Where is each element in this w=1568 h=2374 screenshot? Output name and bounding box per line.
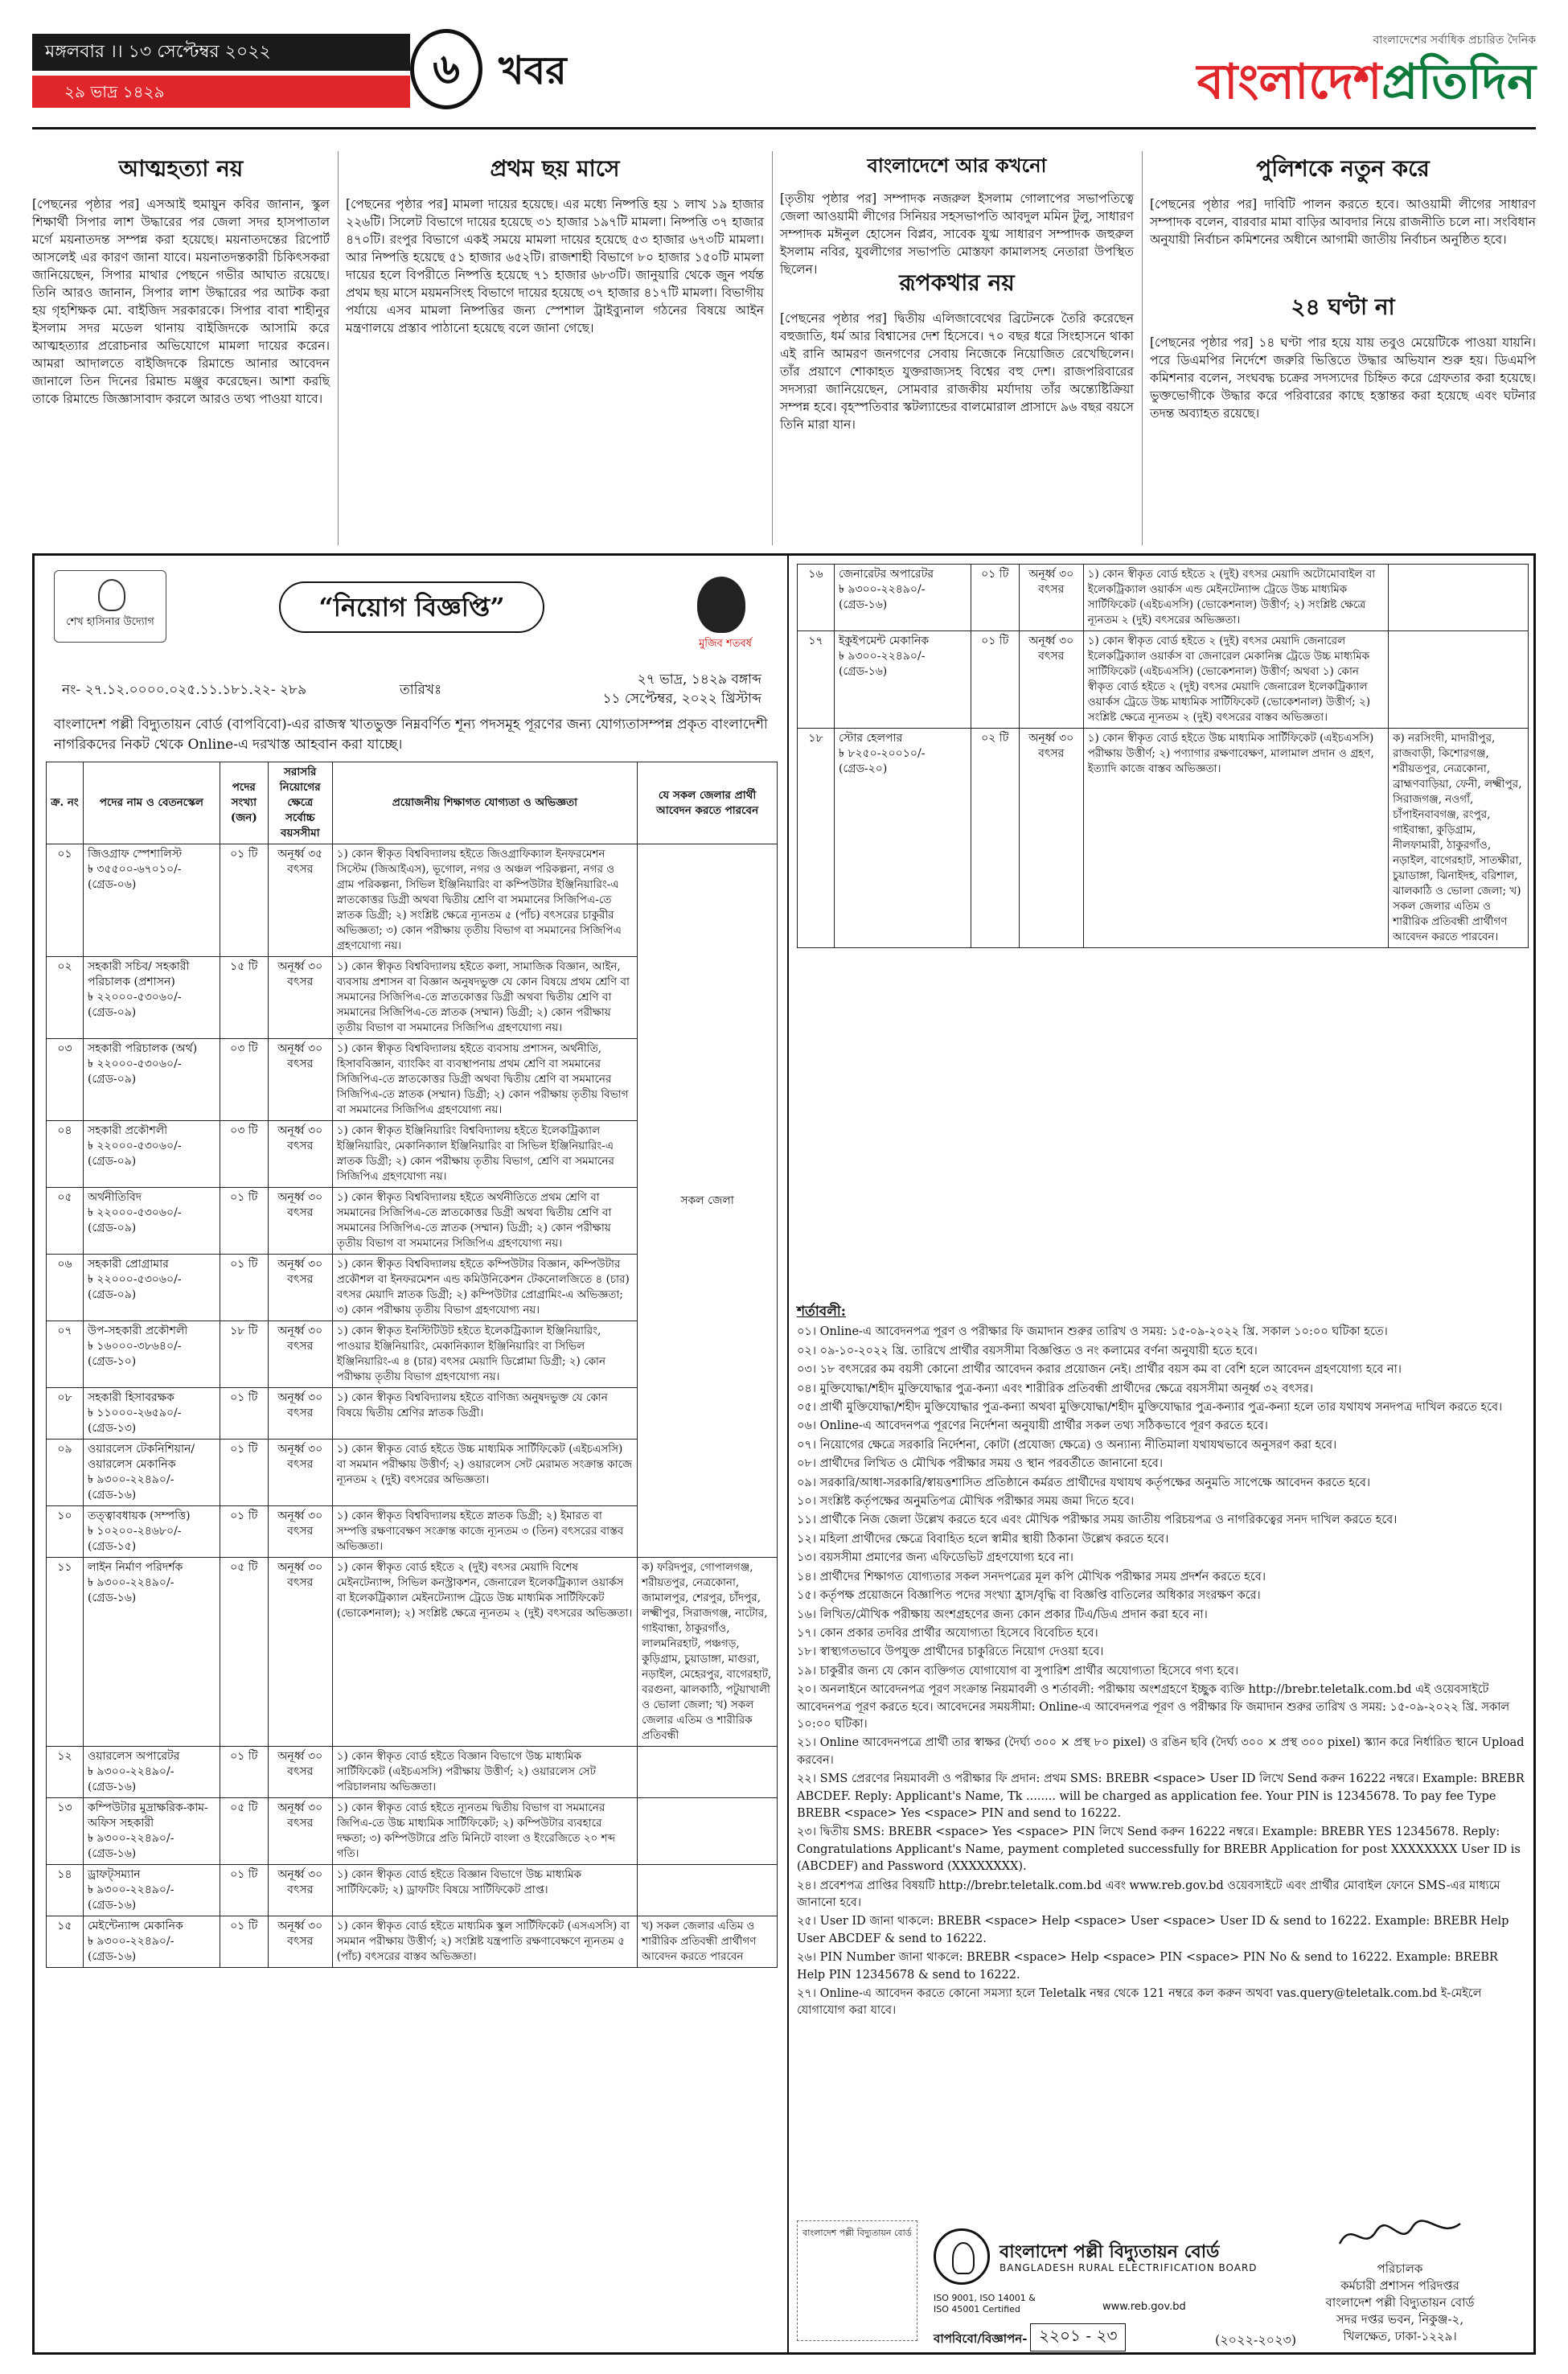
table-row <box>47 1798 778 1865</box>
post-name: তত্ত্বাবধায়ক (সম্পত্তি) <box>87 1509 191 1522</box>
board-website: www.reb.gov.bd <box>1102 2301 1186 2313</box>
post-name-cell <box>83 1798 220 1865</box>
condition-item: ১০। সংশ্লিষ্ট কর্তৃপক্ষের অনুমতিপত্র মৌখিক পরীক্ষার সময় জমা দিতে হবে। <box>797 1495 1135 1509</box>
serial-cell: ১৩ <box>47 1798 84 1865</box>
condition-item: ১৪। প্রার্থীদের শিক্ষাগত যোগ্যতার সকল সনদপত্রের মূল কপি মৌখিক পরীক্ষার সময় প্রদর্শন করতে হবে। <box>797 1570 1266 1583</box>
news-body: [পেছনের পৃষ্ঠার পর] দাবিটি পালন করতে হবে। আওয়ামী লীগের সাধারণ সম্পাদক বলেন, বারবার মামা বাড়ির আবদার নিয়ে রাজনীতি চলে না। সংবিধান অনুযায়ী নির্বাচন কমিশনের অধীনে আগামী জাতীয় নির্বাচন অনুষ্ঠিত হবে। <box>1150 197 1536 247</box>
serial-cell: ১০ <box>47 1506 84 1558</box>
post-name-cell <box>83 1916 220 1968</box>
condition-item: ২৩। দ্বিতীয় SMS: BREBR <space> Yes <space> PIN লিখে Send করুন 16222 নম্বরে। Example: BREBR YES 12345678. Reply: Congratulations Applicant's Name, payment completed successfully for BREBR Application for post XXXXXXXX User ID is (ABCDEF) and Password (XXXXXXXX). <box>797 1826 1521 1874</box>
qualification-cell: ১) কোন স্বীকৃত বিশ্ববিদ্যালয় হইতে জিওগ্রাফিক্যাল ইনফরমেশন সিস্টেম (জিআইএস), ভূগোল, নগর ও অঞ্চল পরিকল্পনা, নগর ও গ্রাম পরিকল্পনা, সিভিল ইঞ্জিনিয়ারিং বা কম্পিউটার ইঞ্জিনিয়ারিং-এ স্নাতকোত্তর ডিগ্রী অথবা দ্বিতীয় শ্রেণি বা সমমানের সিজিপিএ-তে স্নাতক ডিগ্রী; ২) সংশ্লিষ্ট ক্ষেত্রে ন্যূনতম ৫ (পাঁচ) বৎসরের চাকুরীর অভিজ্ঞতা; ৩) কোন পরীক্ষায় তৃতীয় বিভাগ বা সমমানের সিজিপিএ গ্রহণযোগ্য নয়। <box>332 844 637 957</box>
post-name-cell <box>83 1255 220 1321</box>
condition-item: ১৭। কোন প্রকার তদবির প্রার্থীর অযোগ্যতা হিসেবে বিবেচিত হবে। <box>797 1626 1098 1640</box>
column-header: প্রয়োজনীয় শিক্ষাগত যোগ্যতা ও অভিজ্ঞতা <box>332 762 637 844</box>
fiscal-year: (২০২২-২০২৩) <box>1215 2332 1297 2347</box>
newspaper-logo <box>1086 31 1536 119</box>
post-name-cell <box>83 1121 220 1188</box>
post-count-cell: ০৩ টি <box>220 1039 268 1121</box>
bangla-date: ২৯ ভাদ্র ১৪২৯ <box>32 76 410 108</box>
signer-organization: বাংলাদেশ পল্লী বিদ্যুতায়ন বোর্ড <box>1325 2295 1475 2310</box>
iso-line: ISO 45001 Certified <box>934 2304 1020 2314</box>
date-bangla: ২৭ ভাদ্র, ১৪২৯ বঙ্গাব্দ <box>637 672 761 688</box>
pay-scale: ৳ ৯৩০০-২২৪৯০/- (গ্রেড-১৬) <box>838 583 926 611</box>
age-limit-cell: অনূর্ধ্ব ৩০ বৎসর <box>1019 565 1083 631</box>
serial-cell: ১২ <box>47 1747 84 1798</box>
district-cell <box>638 1798 778 1865</box>
notice-intro: বাংলাদেশ পল্লী বিদ্যুতায়ন বোর্ড (বাপবিবো)-এর রাজস্ব খাতভুক্ত নিম্নবর্ণিত শূন্য পদসমূহ পূরণের জন্য যোগ্যতাসম্পন্ন প্রকৃত বাংলাদেশী নাগরিকদের নিকট থেকে Online-এ দরখাস্ত আহবান করা যাচ্ছে। <box>54 717 768 753</box>
signer-department: কর্মচারী প্রশাসন পরিদপ্তর <box>1340 2278 1459 2293</box>
pay-scale: ৳ ১৬০০০-৩৮৬৪০/- (গ্রেড-১০) <box>87 1340 182 1368</box>
portrait-icon <box>697 577 745 633</box>
condition-item: ০৩। ১৮ বৎসরের কম বয়সী কোনো প্রার্থীর আবেদন করার প্রয়োজন নেই। প্রার্থীর বয়স কম বা বেশি হলে আবেদন গ্রহণযোগ্য হবে না। <box>797 1363 1402 1377</box>
post-name-cell <box>83 1321 220 1388</box>
serial-cell: ১৪ <box>47 1865 84 1916</box>
qualification-cell: ১) কোন স্বীকৃত বোর্ড হইতে বিজ্ঞান বিভাগে উচ্চ মাধ্যমিক সার্টিফিকেট (এইচএসসি) পরীক্ষায় উত্তীর্ণ; ২) ওয়ারলেস সেট পরিচালনায় অভিজ্ঞতা। <box>332 1747 637 1798</box>
newspaper-name-part1: বাংলাদেশ <box>1197 54 1382 110</box>
condition-item: ১২। মহিলা প্রার্থীদের ক্ষেত্রে বিবাহিত হলে স্বামীর স্থায়ী ঠিকানা উল্লেখ করতে হবে। <box>797 1532 1169 1546</box>
posts-table-continued <box>797 564 1529 948</box>
pay-scale: ৳ ৯৩০০-২২৪৯০/- (গ্রেড-১৬) <box>87 1473 174 1501</box>
issue-date: মঙ্গলবার ।। ১৩ সেপ্টেম্বর ২০২২ <box>32 34 410 71</box>
post-count-cell: ০১ টি <box>220 1188 268 1255</box>
post-name-cell <box>83 1506 220 1558</box>
conditions-title: শর্তাবলী: <box>797 1304 847 1320</box>
post-name: লাইন নির্মাণ পরিদর্শক <box>87 1561 183 1574</box>
section-title: খবর <box>499 48 567 93</box>
column-header: যে সকল জেলার প্রার্থী আবেদন করতে পারবেন <box>638 762 778 844</box>
pay-scale: ৳ ৯৩০০-২২৪৯০/- (গ্রেড-১৬) <box>87 1765 174 1793</box>
post-count-cell: ০৫ টি <box>220 1558 268 1747</box>
news-body: [তৃতীয় পৃষ্ঠার পর] সম্পাদক নজরুল ইসলাম গোলাপের সভাপতিত্বে জেলা আওয়ামী লীগের সিনিয়র সহসভাপতি আবদুল মমিন টুলু, সাধারণ সম্পাদক মঈনুল হোসেন বিপ্লব, সাবেক যুগ্ম সাধারণ সম্পাদক জহুরুল ইসলাম নবির, যুবলীগের সভাপতি মোস্তফা কামালসহ নেতারা উপস্থিত ছিলেন। <box>780 191 1134 277</box>
condition-item: ০৭। নিয়োগের ক্ষেত্রে সরকারি নির্দেশনা, কোটা (প্রযোজ্য ক্ষেত্রে) ও অন্যান্য নীতিমালা যথাযথভাবে অনুসরণ করা হবে। <box>797 1438 1337 1452</box>
qualification-cell: ১) কোন স্বীকৃত বোর্ড হইতে ২ (দুই) বৎসর মেয়াদি জেনারেল ইলেকট্রিক্যাল ওয়ার্কস বা জেনারেল মেকানিক্স ট্রেডে উচ্চ মাধ্যমিক সার্টিফিকেট (এইচএসসি) (ভোকেশনাল) উত্তীর্ণ; অথবা ১) কোন স্বীকৃত বোর্ড হইতে ২ (দুই) বৎসর মেয়াদি জেনারেল ইলেকট্রিক্যাল ওয়ার্কস ট্রেডে উচ্চ মাধ্যমিক সার্টিফিকেট (ভোকেশনাল) উত্তীর্ণ; ২) সংশ্লিষ্ট ক্ষেত্রে ন্যূনতম ২ (দুই) বৎসরের বাস্তব অভিজ্ঞতা। <box>1083 631 1388 729</box>
post-name-cell <box>834 631 971 729</box>
post-count-cell: ০১ টি <box>220 1440 268 1506</box>
qualification-cell: ১) কোন স্বীকৃত বোর্ড হইতে ২ (দুই) বৎসর মেয়াদি অটোমোবাইল বা ইলেকট্রিক্যাল ওয়ার্কস এন্ড মেইনটেন্যান্স ট্রেডে উচ্চ মাধ্যমিক সার্টিফিকেট (এইচএসসি) (ভোকেশনাল) উত্তীর্ণ; ২) সংশ্লিষ্ট ক্ষেত্রে ন্যূনতম ২ (দুই) বৎসরের অভিজ্ঞতা। <box>1083 565 1388 631</box>
post-name-cell <box>83 1865 220 1916</box>
district-cell-all: সকল জেলা <box>638 844 778 1558</box>
age-limit-cell: অনূর্ধ্ব ৩০ বৎসর <box>268 1121 332 1188</box>
qualification-cell: ১) কোন স্বীকৃত বিশ্ববিদ্যালয় হইতে কলা, সামাজিক বিজ্ঞান, আইন, ব্যবসায় প্রশাসন বা বিজ্ঞান অনুষদভুক্ত যে কোন বিষয়ে প্রথম শ্রেণি বা সমমানের সিজিপিএ-তে স্নাতকোত্তর ডিগ্রী অথবা দ্বিতীয় শ্রেণি বা সমমানের সিজিপিএ-তে স্নাতক (সম্মান) ডিগ্রী; ২) কোন পরীক্ষায় তৃতীয় বিভাগ বা সমমানের সিজিপিএ গ্রহণযোগ্য নয়। <box>332 957 637 1039</box>
news-article-2 <box>346 151 764 545</box>
ad-right-column <box>787 556 1535 2354</box>
column-divider <box>1142 151 1143 545</box>
qualification-cell: ১) কোন স্বীকৃত ইঞ্জিনিয়ারিং বিশ্ববিদ্যালয় হইতে ইলেকট্রিক্যাল ইঞ্জিনিয়ারিং, মেকানিক্যাল ইঞ্জিনিয়ারিং বা সিভিল ইঞ্জিনিয়ারিং-এ স্নাতক ডিগ্রী; ২) কোন পরীক্ষায় তৃতীয় বিভাগ, শ্রেণি বা সমমানের সিজিপিএ গ্রহণযোগ্য নয়। <box>332 1121 637 1188</box>
news-body: [পেছনের পৃষ্ঠার পর] এসআই হুমায়ুন কবির জানান, স্কুল শিক্ষার্থী সিপার লাশ উদ্ধারের পর জেলা সদর হাসপাতাল মর্গে ময়নাতদন্ত সম্পন্ন করা হয়েছে। ময়নাতদন্তের রিপোর্ট আসলেই এর কারণ জানা যাবে। ময়নাতদন্তকারী চিকিৎসকরা জানিয়েছেন, সিপার মাথার পেছনে গভীর আঘাত রয়েছে। তিনি আরও জানান, সিপার লাশ উদ্ধারের পর আটক করা হয় গৃহশিক্ষক মো. বাইজিদ সরকারকে। সিপার বাবা শাহীনুর ইসলাম সদর মডেল থানায় বাইজিদকে আসামি করে আত্মহত্যার প্ররোচনার অভিযোগে মামলা দায়ের করেন। আমরা আদালতে বাইজিদকে রিমান্ডে আনার আবেদন জানালে তিন দিনের রিমান্ড মঞ্জুর করেছেন। আশা করছি তাকে রিমান্ডে জিজ্ঞাসাবাদ করলে আরও তথ্য পাওয়া যাবে। <box>32 197 330 406</box>
pay-scale: ৳ ২২০০০-৫৩০৬০/- (গ্রেড-০৯) <box>87 1140 182 1168</box>
district-cell <box>638 1747 778 1798</box>
column-divider <box>772 151 773 545</box>
serial-cell: ০১ <box>47 844 84 957</box>
notice-dates <box>602 670 761 709</box>
post-name-cell <box>83 1188 220 1255</box>
signer-title: পরিচালক <box>1377 2261 1423 2276</box>
board-name-english: BANGLADESH RURAL ELECTRIFICATION BOARD <box>999 2262 1258 2273</box>
news-article-1 <box>32 151 330 545</box>
conditions <box>797 1304 1529 2022</box>
serial-cell: ০৩ <box>47 1039 84 1121</box>
signer-address: সদর দপ্তর ভবন, নিকুঞ্জ-২, <box>1336 2312 1464 2327</box>
post-count-cell: ০১ টি <box>220 1747 268 1798</box>
condition-item: ২২। SMS প্রেরণের নিয়মাবলী ও পরীক্ষার ফি প্রদান: প্রথম SMS: BREBR <space> User ID লিখে Send করুন 16222 নম্বরে। Example: BREBR ABCDEF. Reply: Applicant's Name, Tk ........ will be charged as application fee. Your PIN is 12345678. To pay fee Type BREBR <space> Yes <space> PIN and send to 16222. <box>797 1772 1525 1820</box>
table-header-row <box>47 762 778 844</box>
post-name: উপ-সহকারী প্রকৌশলী <box>87 1325 188 1337</box>
post-count-cell: ০৫ টি <box>220 1798 268 1865</box>
pay-scale: ৳ ৮২৫০-২০০১০/- (গ্রেড-২০) <box>838 747 926 775</box>
post-name: জিওগ্রাফ স্পেশালিস্ট <box>87 848 183 860</box>
post-count-cell: ১৮ টি <box>220 1321 268 1388</box>
table-row <box>47 1747 778 1798</box>
age-limit-cell: অনূর্ধ্ব ৩০ বৎসর <box>268 1255 332 1321</box>
qualification-cell: ১) কোন স্বীকৃত বিশ্ববিদ্যালয় হইতে কম্পিউটার বিজ্ঞান, কম্পিউটার প্রকৌশল বা ইনফরমেশন এন্ড কমিউনিকেশন টেকনোলজিতে ৪ (চার) বৎসর মেয়াদি স্নাতক ডিগ্রী; ২) কম্পিউটার প্রোগ্রামিং-এ অভিজ্ঞতা; ৩) কোন পরীক্ষায় তৃতীয় বিভাগ গ্রহণযোগ্য নয়। <box>332 1255 637 1321</box>
post-name: সহকারী সচিব/ সহকারী পরিচালক (প্রশাসন) <box>87 960 190 988</box>
condition-item: ১৮। স্বাস্থ্যগতভাবে উপযুক্ত প্রার্থীদের চাকুরিতে নিয়োগ দেওয়া হবে। <box>797 1645 1104 1659</box>
pay-scale: ৳ ২২০০০-৫৩০৬০/- (গ্রেড-০৯) <box>87 1206 182 1234</box>
condition-item: ১৫। কর্তৃপক্ষ প্রয়োজনে বিজ্ঞাপিত পদের সংখ্যা হ্রাস/বৃদ্ধি বা বিজ্ঞপ্তি বাতিলের অধিকার সংরক্ষণ করে। <box>797 1589 1261 1603</box>
qualification-cell: ১) কোন স্বীকৃত বিশ্ববিদ্যালয় হইতে বাণিজ্য অনুষদভুক্ত যে কোন বিষয়ে দ্বিতীয় শ্রেণির স্নাতক ডিগ্রী। <box>332 1388 637 1440</box>
qualification-cell: ১) কোন স্বীকৃত বোর্ড হইতে ২ (দুই) বৎসর মেয়াদি বিশেষ মেইনটেন্যান্স, সিভিল কনস্ট্রাকশন, জেনারেল ইলেকট্রিক্যাল ওয়ার্কস বা ইলেকট্রিক্যাল মেইনটেন্যান্স ট্রেডে উচ্চ মাধ্যমিক সার্টিফিকেট (ভোকেশনাল); ২) সংশ্লিষ্ট ক্ষেত্রে ন্যূনতম ২ (দুই) বৎসরের অভিজ্ঞতা। <box>332 1558 637 1747</box>
post-name-cell <box>83 1388 220 1440</box>
age-limit-cell: অনূর্ধ্ব ৩০ বৎসর <box>268 1798 332 1865</box>
post-name-cell <box>834 729 971 948</box>
condition-item: ২৬। PIN Number জানা থাকলে: BREBR <space> Help <space> PIN <space> PIN No & send to 16222. Example: BREBR Help PIN 12345678 & send to 16222. <box>797 1951 1498 1982</box>
post-name: ড্রাফট্‌সম্যান <box>87 1868 141 1881</box>
news-body-secondary: [পেছনের পৃষ্ঠার পর] দ্বিতীয় এলিজাবেথের ব্রিটেনকে তৈরি করেছেন বহুজাতি, ধর্ম আর বিশ্বাসের দেশ হিসেবে। ৭০ বছর ধরে সিংহাসনে থাকা এই রানি আমরণ জনগণের সেবায় নিজেকে নিয়োজিত রেখেছিলেন। তাঁর প্রয়াণে শোকাহত যুক্তরাজ্যসহ বিশ্বের বহু দেশ। রাজপরিবারের সদস্যরা জানিয়েছেন, সোমবার রাজকীয় মর্যাদায় তাঁর অন্ত্যেষ্টিক্রিয়া সম্পন্ন হবে। বৃহস্পতিবার স্কটল্যান্ডের বালমোরাল প্রাসাদে ৯৬ বছর বয়সে তিনি মারা যান। <box>780 311 1134 432</box>
pay-scale: ৳ ২২০০০-৫৩০৬০/- (গ্রেড-০৯) <box>87 1058 182 1086</box>
age-limit-cell: অনূর্ধ্ব ৩০ বৎসর <box>268 1747 332 1798</box>
serial-cell: ১১ <box>47 1558 84 1747</box>
column-header: সরাসরি নিয়োগের ক্ষেত্রে সর্বোচ্চ বয়সসীমা <box>268 762 332 844</box>
age-limit-cell: অনূর্ধ্ব ৩০ বৎসর <box>268 1916 332 1968</box>
newspaper-tagline: বাংলাদেশের সর্বাধিক প্রচারিত দৈনিক <box>1373 34 1536 47</box>
serial-cell: ১৮ <box>798 729 835 948</box>
pay-scale: ৳ ৩৫৫০০-৬৭০১০/- (গ্রেড-০৬) <box>87 863 182 891</box>
pay-scale: ৳ ২২০০০-৫৩০৬০/- (গ্রেড-০৯) <box>87 1273 182 1301</box>
age-limit-cell: অনূর্ধ্ব ৩০ বৎসর <box>268 1865 332 1916</box>
post-name: মেইন্টেন্যান্স মেকানিক <box>87 1920 183 1932</box>
post-count-cell: ০১ টি <box>220 1255 268 1321</box>
condition-item: ২৭। Online-এ আবেদন করতে কোনো সমস্যা হলে Teletalk নম্বর থেকে 121 নম্বরে কল করুন অথবা vas.query@teletalk.com.bd ই-মেইলে যোগাযোগ করা যাবে। <box>797 1987 1482 2018</box>
news-article-3 <box>780 151 1134 545</box>
condition-item: ১৬। লিখিত/মৌখিক পরীক্ষায় অংশগ্রহণের জন্য কোন প্রকার টিএ/ডিএ প্রদান করা হবে না। <box>797 1608 1208 1621</box>
posts-table-right <box>797 564 1529 948</box>
date-label: তারিখঃ <box>400 682 442 698</box>
reference-line <box>46 670 778 715</box>
news-headline: বাংলাদেশে আর কখনো <box>867 154 1047 177</box>
qualification-cell: ১) কোন স্বীকৃত বোর্ড হইতে বিজ্ঞান বিভাগে উচ্চ মাধ্যমিক সার্টিফিকেট; ২) ড্রাফটিং বিষয়ে সার্টিফিকেট প্রাপ্ত। <box>332 1865 637 1916</box>
age-limit-cell: অনূর্ধ্ব ৩০ বৎসর <box>268 1506 332 1558</box>
table-row <box>47 1865 778 1916</box>
table-row <box>798 729 1529 948</box>
post-count-cell: ০১ টি <box>220 844 268 957</box>
post-name: ওয়ারলেস টেকনিশিয়ান/ ওয়ারলেস মেকানিক <box>87 1443 195 1471</box>
post-name: সহকারী হিসাবরক্ষক <box>87 1391 174 1404</box>
post-name-cell <box>83 844 220 957</box>
iso-certification <box>934 2293 1036 2315</box>
post-name: কম্পিউটার মুদ্রাক্ষরিক-কাম-অফিস সহকারী <box>87 1801 208 1830</box>
serial-cell: ০৯ <box>47 1440 84 1506</box>
post-name-cell <box>83 1440 220 1506</box>
age-limit-cell: অনূর্ধ্ব ৩০ বৎসর <box>268 1388 332 1440</box>
qualification-cell: ১) কোন স্বীকৃত ইনস্টিটিউট হইতে ইলেকট্রিক্যাল ইঞ্জিনিয়ারিং, পাওয়ার ইঞ্জিনিয়ারিং, মেকানিক্যাল ইঞ্জিনিয়ারিং বা সিভিল ইঞ্জিনিয়ারিং-এ ৪ (চার) বৎসর মেয়াদি ডিপ্লোমা ডিগ্রী; ২) কোন পরীক্ষায় তৃতীয় বিভাগ গ্রহণযোগ্য নয়। <box>332 1321 637 1388</box>
pay-scale: ৳ ১০২০০-২৪৬৮০/- (গ্রেড-১৫) <box>87 1525 182 1553</box>
post-name-cell <box>834 565 971 631</box>
condition-item: ০২। ০৯-১০-২০২২ খ্রি. তারিখে প্রার্থীর বয়সসীমা বিজ্ঞপ্তিত ও নং কলামের বর্ণনা অনুযায়ী হতে হবে। <box>797 1344 1258 1357</box>
column-divider <box>338 151 339 545</box>
reb-logo-icon <box>934 2228 990 2285</box>
qualification-cell: ১) কোন স্বীকৃত বিশ্ববিদ্যালয় হইতে ব্যবসায় প্রশাসন, অর্থনীতি, হিসাববিজ্ঞান, ব্যাংকিং বা ব্যবস্থাপনায় প্রথম শ্রেণি বা সমমানের সিজিপিএ-তে স্নাতকোত্তর ডিগ্রী অথবা দ্বিতীয় শ্রেণি বা সমমানের সিজিপিএ-তে স্নাতক (সম্মান) ডিগ্রী; ২) কোন পরীক্ষায় তৃতীয় বিভাগ বা সমমানের সিজিপিএ গ্রহণযোগ্য নয়। <box>332 1039 637 1121</box>
qualification-cell: ১) কোন স্বীকৃত বিশ্ববিদ্যালয় হইতে অর্থনীতিতে প্রথম শ্রেণি বা সমমানের সিজিপিএ-তে স্নাতকোত্তর ডিগ্রী অথবা দ্বিতীয় শ্রেণি বা সমমানের সিজিপিএ-তে স্নাতক (সম্মান) ডিগ্রী; ২) কোন পরীক্ষায় তৃতীয় বিভাগ বা সমমানের সিজিপিএ গ্রহণযোগ্য নয়। <box>332 1188 637 1255</box>
age-limit-cell: অনূর্ধ্ব ৩০ বৎসর <box>268 957 332 1039</box>
ad-footer <box>797 2212 1529 2349</box>
serial-cell: ০৮ <box>47 1388 84 1440</box>
ad-header <box>46 565 778 670</box>
post-count-cell: ০১ টি <box>220 1388 268 1440</box>
column-header: পদের নাম ও বেতনস্কেল <box>83 762 220 844</box>
office-seal: বাংলাদেশ পল্লী বিদ্যুতায়ন বোর্ড <box>797 2220 917 2341</box>
signer-address: খিলক্ষেত, ঢাকা-১২২৯। <box>1343 2329 1457 2343</box>
news-headline: আত্মহত্যা নয় <box>118 155 244 182</box>
pay-scale: ৳ ৯৩০০-২২৪৯০/- (গ্রেড-১৬) <box>838 650 926 678</box>
job-circular-ad <box>32 553 1536 2355</box>
age-limit-cell: অনূর্ধ্ব ৩০ বৎসর <box>268 1039 332 1121</box>
condition-item: ০৬। Online-এ আবেদনপত্র পূরণের নির্দেশনা অনুযায়ী প্রার্থীর সকল তথ্য সঠিকভাবে পূরণ করতে হবে। <box>797 1419 1268 1433</box>
serial-cell: ১৬ <box>798 565 835 631</box>
table-row <box>47 1916 778 1968</box>
iso-line: ISO 9001, ISO 14001 & <box>934 2293 1036 2303</box>
newspaper-name-part2: প্রতিদিন <box>1381 54 1536 110</box>
serial-cell: ০২ <box>47 957 84 1039</box>
post-name: সহকারী প্রকৌশলী <box>87 1124 168 1137</box>
pay-scale: ৳ ১১০০০-২৬৫৯০/- (গ্রেড-১৩) <box>87 1407 182 1435</box>
post-name: সহকারী প্রোগ্রামার <box>87 1258 169 1271</box>
condition-item: ০৪। মুক্তিযোদ্ধা/শহীদ মুক্তিযোদ্ধার পুত্র-কন্যা এবং শারীরিক প্রতিবন্ধী প্রার্থীদের ক্ষেত্রে বয়সসীমা অনূর্ধ্ব ৩২ বৎসর। <box>797 1382 1314 1395</box>
ad-left-column <box>46 565 778 2343</box>
column-header: পদের সংখ্যা (জন) <box>220 762 268 844</box>
age-limit-cell: অনূর্ধ্ব ৩০ বৎসর <box>1019 631 1083 729</box>
post-name: সহকারী পরিচালক (অর্থ) <box>87 1042 198 1055</box>
board-name: বাংলাদেশ পল্লী বিদ্যুতায়ন বোর্ড <box>999 2241 1220 2262</box>
signature-block <box>1287 2212 1513 2345</box>
age-limit-cell: অনূর্ধ্ব ৩০ বৎসর <box>268 1321 332 1388</box>
masthead <box>32 23 1536 143</box>
serial-cell: ০৬ <box>47 1255 84 1321</box>
post-count-cell: ০১ টি <box>971 631 1019 729</box>
district-cell <box>638 1865 778 1916</box>
post-name-cell <box>83 957 220 1039</box>
serial-cell: ১৫ <box>47 1916 84 1968</box>
district-cell <box>1389 565 1529 631</box>
post-name: জেনারেটর অপারেটর <box>838 568 934 581</box>
posts-table <box>46 762 778 1968</box>
news-headline-secondary: রূপকথার নয় <box>899 269 1015 296</box>
age-limit-cell: অনূর্ধ্ব ৩০ বৎসর <box>268 1558 332 1747</box>
memo-number: নং- ২৭.১২.০০০০.০২৫.১১.১৮১.২২- ২৮৯ <box>62 682 307 698</box>
news-article-4 <box>1150 151 1536 545</box>
pay-scale: ৳ ৯৩০০-২২৪৯০/- (গ্রেড-১৬) <box>87 1883 174 1912</box>
mujib-centenary-logo <box>681 569 770 657</box>
post-count-cell: ০১ টি <box>971 565 1019 631</box>
pay-scale: ৳ ৯৩০০-২২৪৯০/- (গ্রেড-১৬) <box>87 1576 174 1604</box>
condition-item: ২৫। User ID জানা থাকলে: BREBR <space> Help <space> User <space> User ID & send to 16222. Example: BREBR Help User ABCDEF & send to 16222. <box>797 1915 1509 1945</box>
table-row <box>47 844 778 957</box>
condition-item: ২০। অনলাইনে আবেদনপত্র পূরণ সংক্রান্ত নিয়মাবলী ও শর্তাবলী: পরীক্ষায় অংশগ্রহণে ইচ্ছুক ব্যক্তি http://brebr.teletalk.com.bd এই ওয়েবসাইটে আবেদনপত্র পূরণ করতে হবে। আবেদনের সময়সীমা: Online-এ আবেদনপত্র পূরণ ও পরীক্ষার ফি জমাদান শুরুর তারিখ ও সময়: ১৫-০৯-২০২২ খ্রি. সকাল ১০:০০ ঘটিকা। <box>797 1683 1510 1731</box>
qualification-cell: ১) কোন স্বীকৃত বিশ্ববিদ্যালয় হইতে স্নাতক ডিগ্রী; ২) ইমারত বা সম্পত্তি রক্ষণাবেক্ষণ সংক্রান্ত কাজে ন্যূনতম ৩ (তিন) বৎসরের বাস্তব অভিজ্ঞতা। <box>332 1506 637 1558</box>
district-cell: খ) সকল জেলার এতিম ও শারীরিক প্রতিবন্ধী প্রার্থীগণ আবেদন করতে পারবেন <box>638 1916 778 1968</box>
condition-item: ০৮। প্রার্থীদের লিখিত ও মৌখিক পরীক্ষার সময় ও স্থান পরবর্তীতে জানানো হবে। <box>797 1457 1164 1471</box>
post-name: স্টোর হেলপার <box>838 732 903 745</box>
serial-cell: ০৭ <box>47 1321 84 1388</box>
conditions-list <box>797 1324 1529 2019</box>
table-row <box>47 1558 778 1747</box>
condition-item: ০৫। প্রার্থী মুক্তিযোদ্ধা/শহীদ মুক্তিযোদ্ধার পুত্র-কন্যা অথবা মুক্তিযোদ্ধা/শহীদ মুক্তিযোদ্ধার পুত্র-কন্যার পুত্র-কন্যা হলে তার যথাযথ সনদপত্র দাখিল করতে হবে। <box>797 1401 1503 1415</box>
age-limit-cell: অনূর্ধ্ব ৩০ বৎসর <box>268 1188 332 1255</box>
post-name-cell <box>83 1747 220 1798</box>
logo-caption: শেখ হাসিনার উদ্যোগ <box>66 616 154 628</box>
news-headline-secondary: ২৪ ঘণ্টা না <box>1291 294 1395 320</box>
sheikh-hasina-initiative-logo <box>54 570 166 643</box>
ad-code-label: বাপবিবো/বিজ্ঞাপন- <box>934 2331 1028 2346</box>
news-body: [পেছনের পৃষ্ঠার পর] মামলা দায়ের হয়েছে। এর মধ্যে নিষ্পত্তি হয় ১ লাখ ১৯ হাজার ২২৬টি। সিলেট বিভাগে দায়ের হয়েছে ৩১ হাজার ১৯৭টি মামলা। নিষ্পত্তি ৩৭ হাজার ৪৭০টি। রংপুর বিভাগে একই সময়ে মামলা দায়ের হয়েছে ৫৩ হাজার ৬৭৩টি মামলা। আর নিষ্পত্তি হয়েছে ৫১ হাজার ৬৫২টি। রাজশাহী বিভাগে ৮০ হাজার ১৫০টি মামলা দায়ের হলে বিপরীতে নিষ্পত্তি হয়েছে ৭১ হাজার ৬৮৩টি। জানুয়ারি থেকে জুন পর্যন্ত প্রথম ছয় মাসে ময়মনসিংহ বিভাগে দায়ের হয়েছে ৩৭ হাজার ৪১৭টি মামলা। বিভাগীয় পর্যায়ে এসব মামলা নিষ্পত্তির জন্য স্পেশাল ট্রাইব্যুনাল গঠনের বিষয়ে আইন মন্ত্রণালয়ে প্রস্তাব পাঠানো হয়েছে বলে জানা গেছে। <box>346 197 764 335</box>
news-block <box>780 151 1134 277</box>
post-name-cell <box>83 1558 220 1747</box>
post-count-cell: ০১ টি <box>220 1865 268 1916</box>
post-count-cell: ০১ টি <box>220 1916 268 1968</box>
condition-item: ২৪। প্রবেশপত্র প্রাপ্তির বিষয়টি http://brebr.teletalk.com.bd এবং www.reb.gov.bd ওয়েবসাইটে এবং প্রার্থীর মোবাইল ফোনে SMS-এর মাধ্যমে জানানো হবে। <box>797 1879 1500 1909</box>
post-count-cell: ১৫ টি <box>220 957 268 1039</box>
age-limit-cell: অনূর্ধ্ব ৩০ বৎসর <box>268 1440 332 1506</box>
post-count-cell: ০১ টি <box>220 1506 268 1558</box>
masthead-rule <box>32 127 1536 129</box>
news-block <box>1150 151 1536 280</box>
post-count-cell: ০৩ টি <box>220 1121 268 1188</box>
notice-title: “নিয়োগ বিজ্ঞপ্তি” <box>279 581 544 633</box>
bulb-icon <box>98 579 125 611</box>
table-row <box>798 631 1529 729</box>
pay-scale: ৳ ৯৩০০-২২৪৯০/- (গ্রেড-১৬) <box>87 1832 174 1860</box>
age-limit-cell: অনূর্ধ্ব ৩০ বৎসর <box>1019 729 1083 948</box>
ad-code-number: ২২০১ - ২৩ <box>1030 2323 1126 2351</box>
post-name: ওয়ারলেস অপারেটর <box>87 1750 180 1763</box>
serial-cell: ০৫ <box>47 1188 84 1255</box>
condition-item: ১১। প্রার্থীকে নিজ জেলা উল্লেখ করতে হবে এবং মৌখিক পরীক্ষার সময় জাতীয় পরিচয়পত্র ও নাগরিকত্বের সনদ দাখিল করতে হবে। <box>797 1514 1398 1527</box>
qualification-cell: ১) কোন স্বীকৃত বোর্ড হইতে উচ্চ মাধ্যমিক সার্টিফিকেট (এইচএসসি) পরীক্ষায় উত্তীর্ণ; ২) পণ্যাগার রক্ষণাবেক্ষণ, মালামাল প্রদান ও গ্রহণ, ইত্যাদি কাজে বাস্তব অভিজ্ঞতা। <box>1083 729 1388 948</box>
district-cell: ক) ফরিদপুর, গোপালগঞ্জ, শরীয়তপুর, নেত্রকোনা, জামালপুর, শেরপুর, চাঁদপুর, লক্ষ্মীপুর, সিরাজগঞ্জ, নাটোর, গাইবান্ধা, ঠাকুরগাঁও, লালমনিরহাট, পঞ্চগড়, কুড়িগ্রাম, চুয়াডাঙ্গা, মাগুরা, নড়াইল, মেহেরপুর, বাগেরহাট, বরগুনা, ঝালকাঠি, পটুয়াখালী ও ভোলা জেলা; খ) সকল জেলার এতিম ও শারীরিক প্রতিবন্ধী <box>638 1558 778 1747</box>
post-name: অর্থনীতিবিদ <box>87 1191 142 1204</box>
condition-item: ১৯। চাকুরীর জন্য যে কোন ব্যক্তিগত যোগাযোগ বা সুপারিশ প্রার্থীর অযোগ্যতা হিসেবে গণ্য হবে। <box>797 1664 1239 1678</box>
post-name: ইকুইপমেন্ট মেকানিক <box>838 635 930 647</box>
signature-icon <box>1287 2212 1513 2261</box>
condition-item: ২১। Online আবেদনপত্রে প্রার্থী তার স্বাক্ষর (দৈর্ঘ্য ৩০০ × প্রস্থ ৮০ pixel) ও রঙিন ছবি (দৈর্ঘ্য ৩০০ × প্রস্থ ৩০০ pixel) স্ক্যান করে নির্ধারিত স্থানে Upload করবেন। <box>797 1736 1525 1767</box>
serial-cell: ০৪ <box>47 1121 84 1188</box>
date-english: ১১ সেপ্টেম্বর, ২০২২ খ্রিস্টাব্দ <box>602 691 761 707</box>
column-header: ক্র. নং <box>47 762 84 844</box>
page-number: ৬ <box>410 29 482 109</box>
news-headline: পুলিশকে নতুন করে <box>1256 155 1430 182</box>
condition-item: ০১। Online-এ আবেদনপত্র পূরণ ও পরীক্ষার ফি জমাদান শুরুর তারিখ ও সময়: ১৫-০৯-২০২২ খ্রি. সকাল ১০:০০ ঘটিকা হতে। <box>797 1325 1388 1339</box>
newspaper-name <box>1086 50 1536 114</box>
district-cell: ক) নরসিংদী, মাদারীপুর, রাজবাড়ী, কিশোরগঞ্জ, শরীয়তপুর, নেত্রকোনা, ব্রাহ্মণবাড়িয়া, ফেনী, লক্ষ্মীপুর, সিরাজগঞ্জ, নওগাঁ, চাঁপাইনবাবগঞ্জ, রংপুর, গাইবান্ধা, কুড়িগ্রাম, নীলফামারী, ঠাকুরগাঁও, নড়াইল, বাগেরহাট, সাতক্ষীরা, চুয়াডাঙ্গা, ঝিনাইদহ, বরিশাল, ঝালকাঠি ও ভোলা জেলা; খ) সকল জেলার এতিম ও শারীরিক প্রতিবন্ধী প্রার্থীগণ আবেদন করতে পারবেন। <box>1389 729 1529 948</box>
pay-scale: ৳ ২২০০০-৫৩০৬০/- (গ্রেড-০৯) <box>87 991 182 1019</box>
qualification-cell: ১) কোন স্বীকৃত বোর্ড হইতে ন্যূনতম দ্বিতীয় বিভাগ বা সমমানের জিপিএ-তে উচ্চ মাধ্যমিক সার্টিফিকেট; ২) কম্পিউটার ব্যবহারে দক্ষতা; ৩) কম্পিউটারে প্রতি মিনিটে বাংলা ও ইংরেজিতে ২০ শব্দ গতি। <box>332 1798 637 1865</box>
news-body-secondary: [পেছনের পৃষ্ঠার পর] ১৪ ঘণ্টা পার হয়ে যায় তবুও মেয়েটিকে পাওয়া যায়নি। পরে ডিএমপির নির্দেশে জরুরি ভিত্তিতে উদ্ধার অভিযান শুরু হয়। ডিএমপি কমিশনার বলেন, সংঘবদ্ধ চক্রের সদস্যদের চিহ্নিত করে গ্রেফতার করা হয়েছে। ভুক্তভোগীকে উদ্ধার করে পরিবারের কাছে হস্তান্তর করা হয়েছে এবং ঘটনার তদন্ত অব্যাহত রয়েছে। <box>1150 335 1536 421</box>
condition-item: ১৩। বয়সসীমা প্রমাণের জন্য এফিডেভিট গ্রহণযোগ্য হবে না। <box>797 1551 1073 1565</box>
pay-scale: ৳ ৯৩০০-২২৪৯০/- (গ্রেড-১৬) <box>87 1935 174 1963</box>
qualification-cell: ১) কোন স্বীকৃত বোর্ড হইতে মাধ্যমিক স্কুল সার্টিফিকেট (এসএসসি) বা সমমান পরীক্ষায় উত্তীর্ণ; ২) সংশ্লিষ্ট যন্ত্রপাতি রক্ষণাবেক্ষণে ন্যূনতম ৫ (পাঁচ) বৎসরের বাস্তব অভিজ্ঞতা। <box>332 1916 637 1968</box>
condition-item: ০৯। সরকারি/আধা-সরকারি/স্বায়ত্তশাসিত প্রতিষ্ঠানে কর্মরত প্রার্থীদের যথাযথ কর্তৃপক্ষের অনুমতি সাপেক্ষে আবেদন করতে হবে। <box>797 1476 1371 1489</box>
serial-cell: ১৭ <box>798 631 835 729</box>
news-headline: প্রথম ছয় মাসে <box>490 155 620 182</box>
table-row <box>798 565 1529 631</box>
qualification-cell: ১) কোন স্বীকৃত বোর্ড হইতে উচ্চ মাধ্যমিক সার্টিফিকেট (এইচএসসি) বা সমমান পরীক্ষায় উত্তীর্ণ; ২) ওয়ারলেস সেট মেরামত সংক্রান্ত কাজে ন্যূনতম ২ (দুই) বৎসরের অভিজ্ঞতা। <box>332 1440 637 1506</box>
age-limit-cell: অনূর্ধ্ব ৩৫ বৎসর <box>268 844 332 957</box>
post-name-cell <box>83 1039 220 1121</box>
post-count-cell: ০২ টি <box>971 729 1019 948</box>
mujib-caption: মুজিব শতবর্ষ <box>699 638 752 650</box>
district-cell <box>1389 631 1529 729</box>
